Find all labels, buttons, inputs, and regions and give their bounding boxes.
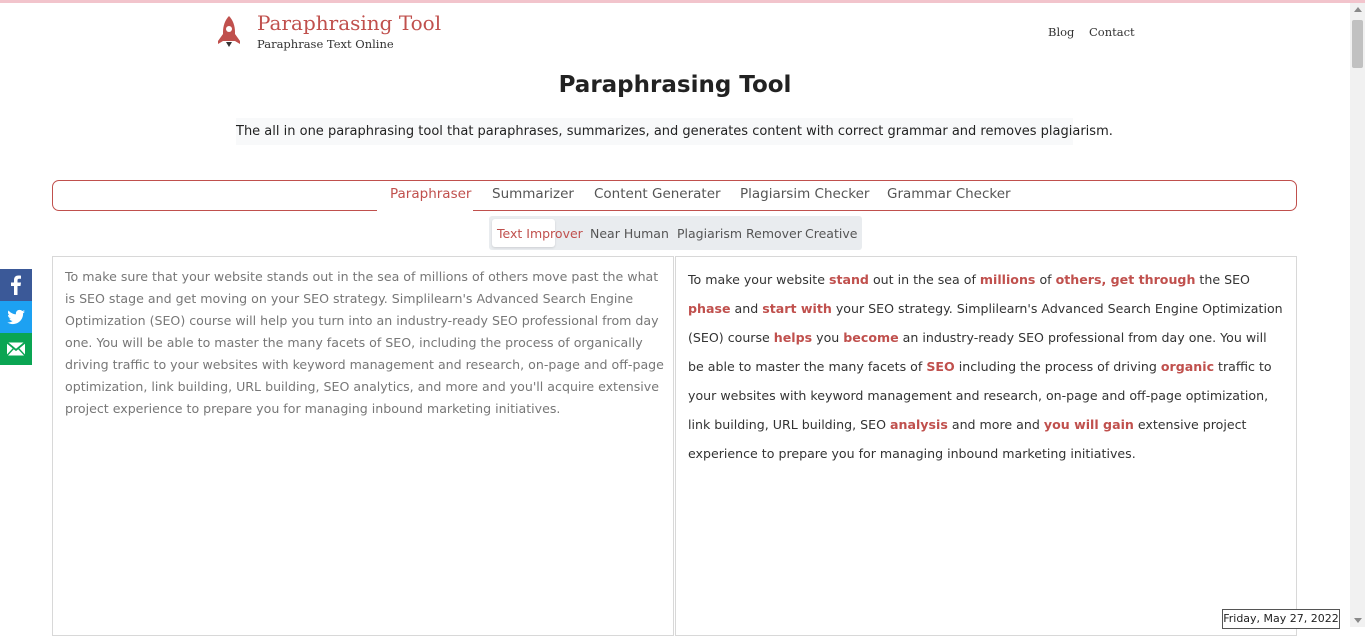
tab-paraphraser[interactable]: Paraphraser — [390, 186, 472, 202]
changed-word[interactable]: organic — [1160, 359, 1215, 374]
output-segment: the SEO — [1195, 272, 1250, 287]
tab-content-generator[interactable]: Content Generater — [594, 186, 721, 202]
mode-creative[interactable]: Creative — [805, 226, 858, 241]
scrollbar-thumb[interactable] — [1352, 20, 1363, 68]
changed-word[interactable]: stand — [828, 272, 869, 287]
changed-word[interactable]: millions — [979, 272, 1036, 287]
output-segment: To make your website — [688, 272, 829, 287]
changed-word[interactable]: SEO — [926, 359, 955, 374]
output-segment: extensive project experience to prepare you for managing inbound marketing initiatives. — [688, 417, 1247, 461]
mode-near-human[interactable]: Near Human — [590, 226, 669, 241]
facebook-icon — [0, 269, 32, 301]
rocket-logo-icon[interactable] — [214, 14, 244, 50]
output-segment: and more and — [947, 417, 1044, 432]
active-tab-indicator — [377, 210, 473, 212]
mode-plagiarism-remover[interactable]: Plagiarism Remover — [677, 226, 802, 241]
output-segment: out in the sea of — [868, 272, 980, 287]
output-segment: and — [730, 301, 763, 316]
changed-word[interactable]: phase — [688, 301, 731, 316]
output-segment: traffic to your websites with keyword management and research, on-page and off-page optimization, link building, URL building, SEO — [688, 359, 1272, 432]
changed-word[interactable]: analysis — [890, 417, 948, 432]
output-segment: an industry-ready SEO professional from day one. You will be able to master the many facets of — [688, 330, 1267, 374]
page-title: Paraphrasing Tool — [558, 72, 792, 98]
tab-plagiarism-checker[interactable]: Plagiarsim Checker — [740, 186, 870, 202]
tab-grammar-checker[interactable]: Grammar Checker — [887, 186, 1011, 202]
mode-text-improver[interactable]: Text Improver — [497, 226, 583, 241]
output-segment: of — [1035, 272, 1056, 287]
input-text[interactable]: To make sure that your website stands out in the sea of millions of others move past the what is SEO stage and get moving on your SEO strategy. Simplilearn's Advanced Search Engine Optimization (SEO) course will help you turn into an industry-ready SEO professional from day one. You will be able to master the many facets of SEO, including the process of organically driving traffic to your websites with keyword management and research, on-page and off-page optimization, link building, URL building, SEO analytics, and more and you'll acquire extensive project experience to prepare you for managing inbound marketing initiatives. — [65, 269, 664, 416]
facebook-share-button[interactable] — [0, 269, 32, 301]
page-scrollbar[interactable] — [1350, 3, 1365, 627]
changed-word[interactable]: helps — [773, 330, 813, 345]
changed-word[interactable]: become — [843, 330, 899, 345]
scroll-down-arrow-icon[interactable] — [1354, 618, 1362, 623]
tagline: The all in one paraphrasing tool that paraphrases, summarizes, and generates content with correct grammar and removes plagiarism. — [236, 118, 1073, 145]
brand-subtitle: Paraphrase Text Online — [257, 37, 394, 51]
output-segment: including the process of driving — [954, 359, 1161, 374]
output-text — [688, 265, 1286, 468]
email-icon — [0, 333, 32, 365]
email-share-button[interactable] — [0, 333, 32, 365]
brand-title[interactable]: Paraphrasing Tool — [257, 11, 442, 35]
output-segment: your SEO strategy. Simplilearn's Advanced Search Engine Optimization (SEO) course — [688, 301, 1283, 345]
nav-link-blog[interactable]: Blog — [1048, 25, 1075, 39]
changed-word[interactable]: others, get through — [1055, 272, 1196, 287]
twitter-share-button[interactable] — [0, 301, 32, 333]
tab-summarizer[interactable]: Summarizer — [492, 186, 574, 202]
changed-word[interactable]: you will gain — [1043, 417, 1134, 432]
changed-word[interactable]: start with — [762, 301, 832, 316]
output-segment: you — [812, 330, 844, 345]
scroll-up-arrow-icon[interactable] — [1354, 7, 1362, 12]
top-border-line — [0, 0, 1365, 3]
nav-link-contact[interactable]: Contact — [1089, 25, 1135, 39]
date-badge: Friday, May 27, 2022 — [1222, 609, 1340, 629]
twitter-icon — [0, 301, 32, 333]
